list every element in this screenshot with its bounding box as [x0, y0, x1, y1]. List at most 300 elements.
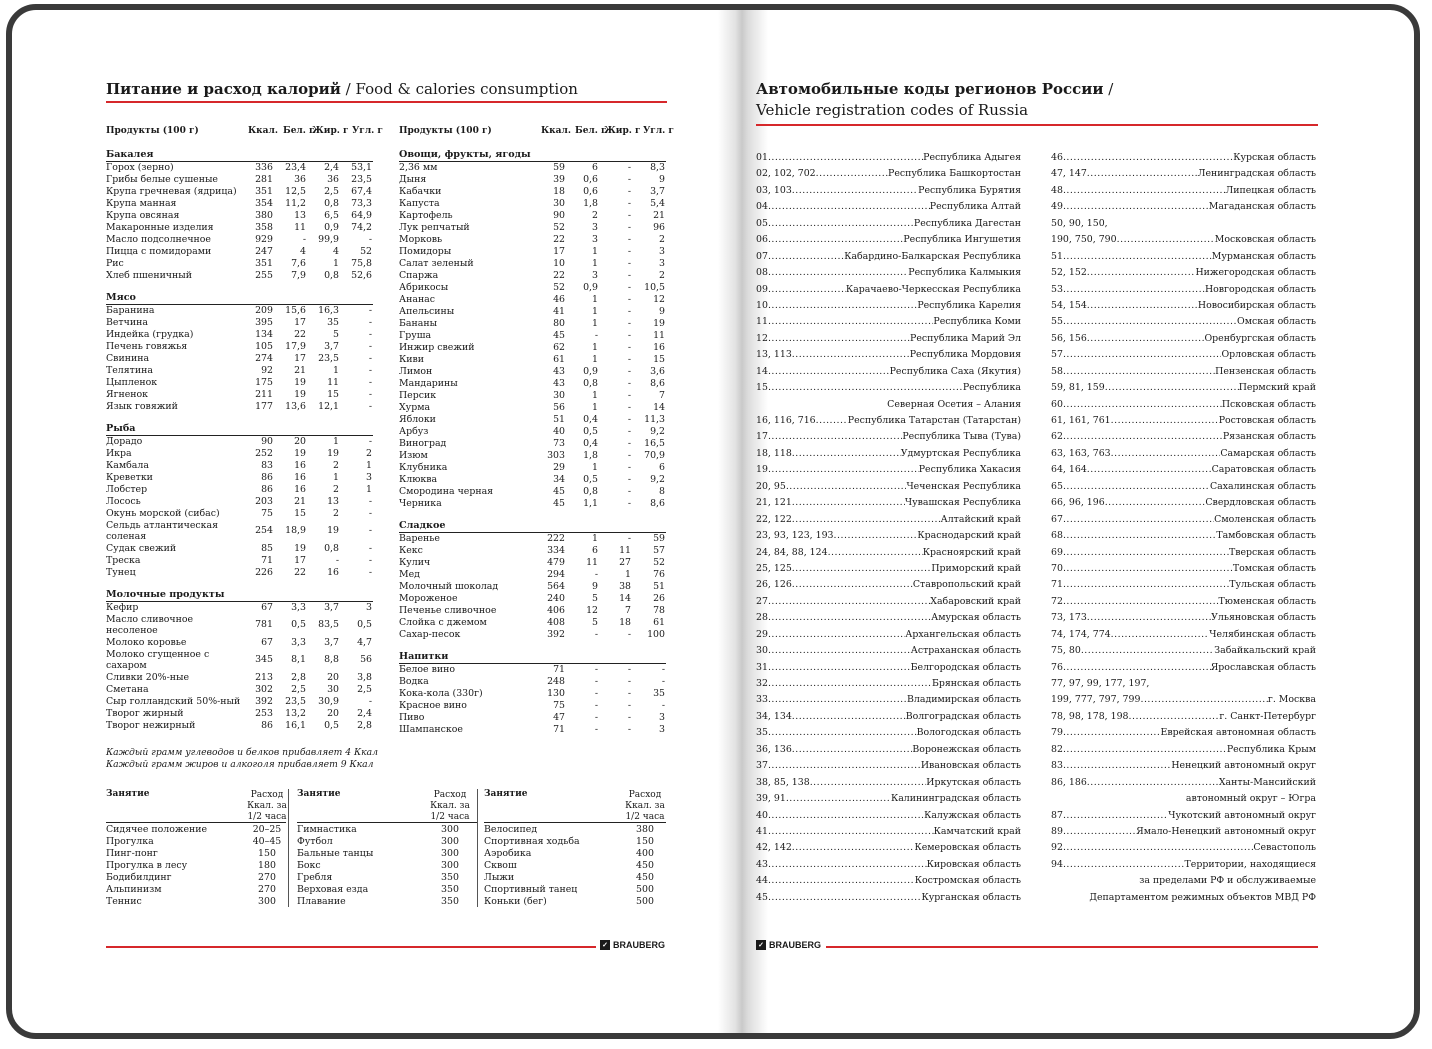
region-name: Тюменская область: [1218, 595, 1316, 607]
food-value: -: [368, 543, 372, 554]
leader-dots: [768, 150, 923, 166]
food-value: 21: [294, 496, 306, 507]
region-name: Хабаровский край: [930, 595, 1021, 607]
region-name: Костромская область: [914, 875, 1021, 887]
food-value: 13,6: [285, 401, 306, 412]
leader-dots: [1081, 643, 1214, 659]
food-value: 99,9: [318, 234, 339, 245]
section-heading: Молочные продукты: [106, 589, 225, 600]
food-name: Молочный шоколад: [399, 581, 499, 592]
food-value: 51: [653, 581, 665, 592]
region-code: 26, 126: [756, 579, 792, 591]
food-value: -: [368, 353, 372, 364]
leader-dots: [1087, 462, 1212, 478]
region-name: Ненецкий автономный округ: [1171, 760, 1316, 772]
food-value: 53,1: [351, 162, 372, 173]
region-name: Еврейская автономная область: [1160, 727, 1316, 739]
food-value: 0,5: [583, 426, 598, 437]
food-value: 2,5: [357, 684, 372, 695]
food-value: 0,9: [583, 366, 598, 377]
food-value: 43: [553, 378, 565, 389]
region-name: Республика Марий Эл: [910, 332, 1021, 344]
leader-dots: [1063, 594, 1219, 610]
food-value: 59: [553, 162, 565, 173]
food-value: -: [368, 496, 372, 507]
food-name: Изюм: [399, 450, 428, 461]
region-name: Московская область: [1214, 234, 1316, 246]
region-name: автономный округ – Югра: [1185, 793, 1316, 805]
food-name: Телятина: [106, 365, 153, 376]
food-value: 11: [653, 330, 665, 341]
food-value: 36: [294, 174, 306, 185]
region-code: 31: [756, 661, 768, 673]
region-code: 75, 80: [1051, 645, 1081, 657]
food-value: 0,8: [324, 198, 339, 209]
food-value: 7,9: [291, 270, 306, 281]
region-code: 32: [756, 678, 768, 689]
food-name: Апельсины: [399, 306, 455, 317]
region-name: Карачаево-Черкесская Республика: [845, 283, 1021, 295]
region-code-row: [1051, 742, 1316, 758]
region-code-row: [1051, 840, 1316, 856]
food-value: 303: [547, 450, 565, 461]
food-value: 1,8: [583, 198, 598, 209]
activity-name: Теннис: [106, 896, 142, 907]
leader-dots: [768, 314, 933, 330]
region-code-row: [1051, 380, 1316, 396]
food-value: 70,9: [644, 450, 665, 461]
food-name: Мороженое: [399, 593, 458, 604]
food-value: 358: [255, 222, 273, 233]
food-name: Масло сливочное несоленое: [106, 614, 194, 636]
food-name: Крупа овсяная: [106, 210, 180, 221]
food-value: -: [335, 555, 339, 566]
region-code: 49: [1051, 201, 1063, 213]
food-name: Водка: [399, 676, 429, 687]
region-code: 61, 161, 761: [1051, 415, 1111, 426]
food-value: 5: [333, 329, 339, 340]
food-value: 0,8: [324, 270, 339, 281]
food-value: -: [627, 186, 631, 197]
food-value: 1: [333, 472, 339, 483]
food-value: 23,5: [351, 174, 372, 185]
food-value: 0,4: [583, 438, 598, 449]
food-name: Печень говяжья: [106, 341, 188, 352]
leader-dots: [768, 216, 914, 232]
food-name: Мандарины: [399, 378, 458, 389]
region-code-row: [756, 808, 1021, 824]
food-value: 6: [592, 545, 598, 556]
food-name: Лимон: [399, 366, 433, 377]
leader-dots: [1063, 857, 1185, 873]
food-value: 35: [327, 317, 339, 328]
food-value: 9: [592, 581, 598, 592]
food-value: 10,5: [644, 282, 665, 293]
region-name: Смоленская область: [1214, 513, 1316, 525]
food-value: 45: [553, 486, 565, 497]
food-value: 45: [553, 498, 565, 509]
leader-dots: [1111, 446, 1221, 462]
food-value: -: [627, 450, 631, 461]
food-value: -: [627, 486, 631, 497]
food-value: -: [594, 700, 598, 711]
food-value: 351: [255, 186, 273, 197]
food-value: 14: [619, 593, 631, 604]
region-code: 59, 81, 159: [1051, 382, 1105, 394]
region-code-row: [1051, 692, 1316, 708]
region-code: 02, 102, 702: [756, 168, 816, 180]
leader-dots: [1063, 545, 1229, 561]
region-name: Пермский край: [1238, 382, 1316, 394]
region-code-row: [756, 545, 1021, 561]
food-value: -: [627, 629, 631, 640]
region-name: Территории, находящиеся: [1184, 858, 1316, 870]
brand-name: BRAUBERG: [769, 940, 822, 950]
region-code-row: [756, 314, 1021, 330]
region-name: Севастополь: [1253, 842, 1316, 854]
region-code-row: [1051, 314, 1316, 330]
leader-dots: [768, 462, 919, 478]
food-value: 18,9: [285, 525, 306, 536]
leader-dots: [768, 857, 927, 873]
region-name: Республика Башкортостан: [888, 168, 1021, 180]
food-name: Абрикосы: [399, 282, 449, 293]
region-code-row: [1051, 512, 1316, 528]
region-code-row: [1051, 610, 1316, 626]
activity-header-rate: 1/2 часа: [625, 812, 665, 822]
food-name: Пицца с помидорами: [106, 246, 212, 257]
col-header-kcal: Ккал.: [248, 126, 278, 136]
food-value: 351: [255, 258, 273, 269]
region-code-row: [756, 166, 1021, 182]
region-code: 65: [1051, 480, 1063, 492]
food-name: Варенье: [399, 533, 440, 544]
food-value: 52: [360, 246, 372, 257]
region-code: 51: [1051, 250, 1063, 262]
region-codes-col1: [756, 150, 1021, 906]
food-value: 22: [294, 567, 306, 578]
food-value: 408: [547, 617, 565, 628]
food-value: -: [627, 330, 631, 341]
food-value: 75: [553, 700, 565, 711]
food-value: 1: [592, 306, 598, 317]
region-name: Омская область: [1237, 316, 1316, 328]
activity-header-rate: 1/2 часа: [247, 812, 287, 822]
region-name: Пензенская область: [1215, 365, 1316, 377]
left-title-rule: [106, 101, 667, 103]
region-code: 74, 174, 774: [1051, 628, 1111, 640]
region-name: Республика Дагестан: [913, 217, 1021, 229]
food-value: 19: [294, 389, 306, 400]
food-value: 5: [592, 617, 598, 628]
region-code-row: [756, 216, 1021, 232]
leader-dots: [768, 643, 911, 659]
leader-dots: [792, 561, 932, 577]
food-name: Цыпленок: [106, 377, 158, 388]
food-value: 9: [659, 174, 665, 185]
food-value: 19: [294, 448, 306, 459]
region-name: Брянская область: [931, 678, 1021, 689]
activity-name: Спортивная ходьба: [484, 836, 580, 847]
food-value: 1: [366, 460, 372, 471]
region-name: Алтайский край: [940, 513, 1021, 525]
food-name: Дорадо: [106, 436, 143, 447]
region-code: 19: [756, 464, 768, 476]
leader-dots: [768, 692, 907, 708]
region-name: Ярославская область: [1210, 661, 1316, 673]
activity-header-rate: Расход: [250, 790, 284, 800]
food-value: -: [594, 676, 598, 687]
leader-dots: [768, 249, 844, 265]
region-code-row: [1051, 545, 1316, 561]
food-value: 23,5: [285, 696, 306, 707]
food-name: Творог нежирный: [106, 720, 196, 731]
food-name: Кока-кола (330г): [399, 688, 483, 699]
food-value: -: [368, 365, 372, 376]
region-code: 62: [1051, 431, 1063, 443]
region-code-row: [1051, 594, 1316, 610]
region-code-row: [1051, 643, 1316, 659]
food-value: -: [627, 222, 631, 233]
food-value: 9,2: [650, 426, 665, 437]
food-value: -: [661, 676, 665, 687]
food-value: 1: [592, 354, 598, 365]
food-value: 5: [592, 593, 598, 604]
food-value: -: [627, 354, 631, 365]
activity-name: Лыжи: [484, 872, 515, 883]
region-name: Республика Ингушетия: [903, 234, 1021, 246]
region-name: Северная Осетия – Алания: [887, 398, 1021, 410]
region-code-row: [1051, 577, 1316, 593]
food-value: 1,8: [583, 450, 598, 461]
leader-dots: [768, 676, 932, 692]
region-code: 15: [756, 382, 768, 394]
region-name: г. Москва: [1267, 694, 1316, 706]
leader-dots: [1129, 709, 1220, 725]
food-value: 41: [553, 306, 565, 317]
food-value: 3: [366, 472, 372, 483]
region-code-row: [1051, 660, 1316, 676]
section-heading: Сладкое: [399, 520, 446, 531]
food-value: -: [594, 688, 598, 699]
region-code: 37: [756, 760, 768, 772]
food-value: 52,6: [351, 270, 372, 281]
food-value: 8,6: [650, 498, 665, 509]
food-value: -: [627, 426, 631, 437]
food-value: 13: [327, 496, 339, 507]
food-value: 90: [261, 436, 273, 447]
activity-header-name: Занятие: [484, 789, 528, 799]
region-code: 89: [1051, 825, 1063, 837]
leader-dots: [1063, 840, 1253, 856]
food-value: 274: [255, 353, 273, 364]
region-name: Свердловская область: [1205, 497, 1316, 509]
food-name: Индейка (грудка): [106, 329, 194, 340]
leader-dots: [768, 660, 911, 676]
food-value: 52: [553, 222, 565, 233]
activity-name: Верховая езда: [297, 884, 369, 895]
food-name: Киви: [399, 354, 425, 365]
region-code: 52, 152: [1051, 267, 1087, 279]
food-value: 175: [255, 377, 273, 388]
region-name: Камчатский край: [933, 825, 1021, 837]
region-code-row: [756, 479, 1021, 495]
leader-dots: [1087, 610, 1211, 626]
food-value: -: [627, 234, 631, 245]
food-name: Икра: [106, 448, 132, 459]
leader-dots: [792, 709, 906, 725]
leader-dots: [1111, 413, 1219, 429]
food-value: 11,2: [285, 198, 306, 209]
food-value: 75: [261, 508, 273, 519]
activity-kcal: 20–25: [252, 824, 282, 835]
activity-kcal: 300: [441, 848, 459, 859]
region-code-row: [756, 840, 1021, 856]
region-name: Ростовская область: [1218, 415, 1316, 426]
food-value: -: [627, 318, 631, 329]
activity-name: Сквош: [484, 860, 517, 871]
region-code-row: [756, 397, 1021, 413]
food-value: 334: [547, 545, 565, 556]
food-name: Творог жирный: [106, 708, 184, 719]
region-code-row: [756, 331, 1021, 347]
food-value: 23,4: [285, 162, 306, 173]
food-value: 0,9: [324, 222, 339, 233]
activity-header-rate: 1/2 часа: [430, 812, 470, 822]
food-value: 61: [553, 354, 565, 365]
brand-logo-right: [756, 940, 821, 950]
food-value: -: [368, 555, 372, 566]
region-name: Ивановская область: [920, 760, 1021, 772]
region-name: Республика Саха (Якутия): [889, 365, 1021, 377]
food-value: 47: [553, 712, 565, 723]
food-value: 8,8: [324, 654, 339, 665]
food-value: 17,9: [285, 341, 306, 352]
region-code: 199, 777, 797, 799: [1051, 694, 1141, 706]
region-code-row: [1051, 183, 1316, 199]
food-value: -: [368, 401, 372, 412]
food-value: 73: [553, 438, 565, 449]
region-code-row: [756, 857, 1021, 873]
region-name: Псковская область: [1221, 398, 1316, 410]
food-value: -: [594, 569, 598, 580]
col-header-kcal-2: Ккал.: [541, 126, 571, 136]
region-code: 58: [1051, 365, 1063, 377]
region-code-row: [1051, 676, 1316, 692]
leader-dots: [786, 479, 907, 495]
activity-kcal: 300: [258, 896, 276, 907]
food-name: Треска: [106, 555, 141, 566]
food-value: -: [627, 414, 631, 425]
region-code-row: [1051, 462, 1316, 478]
region-code-row: [756, 364, 1021, 380]
region-code-row: [1051, 857, 1316, 873]
food-name: Груша: [399, 330, 432, 341]
region-code-row: [1051, 347, 1316, 363]
leader-dots: [768, 298, 917, 314]
food-name: Креветки: [106, 472, 153, 483]
region-code: 47, 147: [1051, 168, 1087, 180]
region-code-row: [1051, 824, 1316, 840]
col-header-carbs: Угл. г: [352, 126, 383, 136]
region-code: 40: [756, 809, 768, 821]
leader-dots: [768, 331, 910, 347]
food-name: Черника: [399, 498, 442, 509]
food-value: 1: [592, 390, 598, 401]
region-codes-col2: [1051, 150, 1316, 906]
food-value: 59: [653, 533, 665, 544]
region-code: 67: [1051, 513, 1063, 525]
region-code-row: [1051, 627, 1316, 643]
leader-dots: [1063, 824, 1136, 840]
leader-dots: [768, 265, 908, 281]
activity-header-rate: Ккал. за: [430, 801, 470, 811]
region-code: 03, 103: [756, 184, 792, 196]
food-value: -: [368, 696, 372, 707]
food-value: 4: [333, 246, 339, 257]
region-name: Оренбургская область: [1204, 332, 1316, 344]
note-fat-alcohol: Каждый грамм жиров и алкоголя прибавляет 9 Ккал: [106, 759, 374, 770]
region-code-row: [1051, 150, 1316, 166]
food-value: 21: [294, 365, 306, 376]
activity-header-rule: [297, 822, 477, 823]
food-value: 336: [255, 162, 273, 173]
activity-name: Аэробика: [484, 848, 532, 859]
food-value: 12: [586, 605, 598, 616]
food-value: 86: [261, 484, 273, 495]
region-name: Архангельская область: [905, 628, 1021, 640]
food-value: -: [627, 700, 631, 711]
food-value: 6,5: [324, 210, 339, 221]
activity-kcal: 150: [258, 848, 276, 859]
food-value: 2: [592, 210, 598, 221]
food-name: Хлеб пшеничный: [106, 270, 192, 281]
region-name: Новгородская область: [1204, 283, 1316, 295]
activity-name: Прогулка: [106, 836, 154, 847]
activity-name: Бальные танцы: [297, 848, 374, 859]
region-code-row: [756, 265, 1021, 281]
activity-header-rule: [484, 822, 666, 823]
food-value: 30: [553, 198, 565, 209]
food-value: 19: [294, 377, 306, 388]
food-value: 96: [653, 222, 665, 233]
food-value: 209: [255, 305, 273, 316]
food-value: -: [627, 402, 631, 413]
food-name: Лук репчатый: [399, 222, 470, 233]
food-value: 0,8: [583, 486, 598, 497]
food-name: Картофель: [399, 210, 453, 221]
region-code-row: [756, 742, 1021, 758]
food-value: 12,1: [318, 401, 339, 412]
food-value: -: [627, 664, 631, 675]
food-name: 2,36 мм: [399, 162, 438, 173]
food-value: 2,4: [357, 708, 372, 719]
note-carbs-protein: Каждый грамм углеводов и белков прибавляет 4 Ккал: [106, 747, 378, 758]
food-value: 86: [261, 720, 273, 731]
food-value: 67,4: [351, 186, 372, 197]
leader-dots: [828, 545, 923, 561]
region-code-row: [1051, 495, 1316, 511]
food-value: 0,5: [583, 474, 598, 485]
leader-dots: [768, 873, 915, 889]
region-code-row: [756, 775, 1021, 791]
right-footer-rule: [826, 946, 1318, 948]
food-value: 67: [261, 602, 273, 613]
food-value: 21: [653, 210, 665, 221]
activity-name: Спортивный танец: [484, 884, 578, 895]
food-value: 17: [294, 353, 306, 364]
food-value: 0,5: [324, 720, 339, 731]
